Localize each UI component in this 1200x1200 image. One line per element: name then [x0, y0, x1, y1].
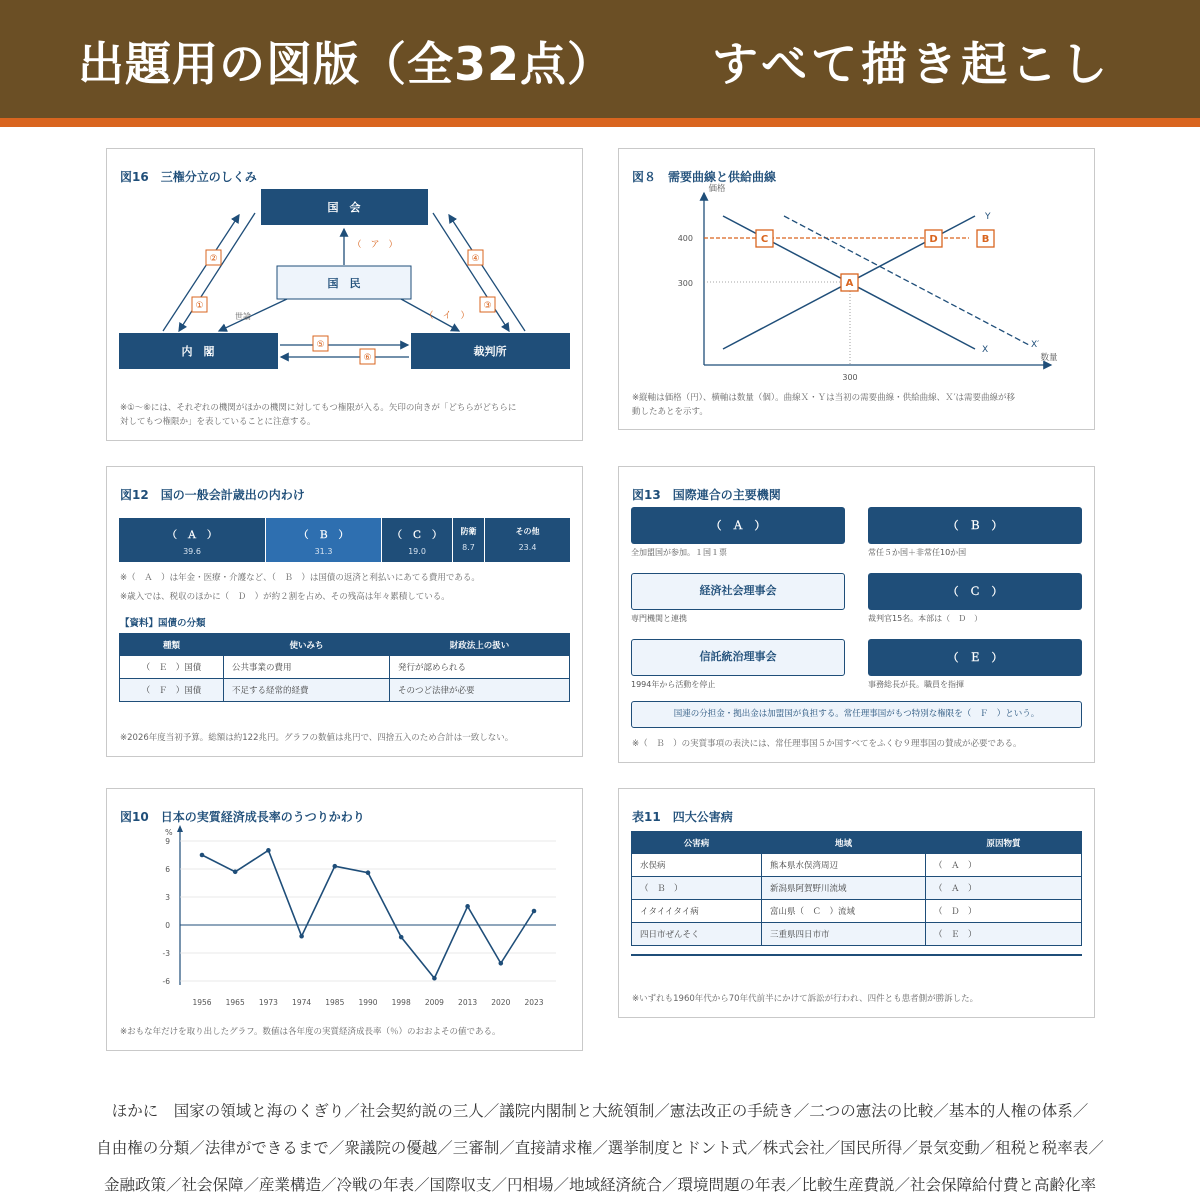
table11-note: ※いずれも1960年代から70年代前半にかけて訴訟が行われ、四件とも患者側が勝訴した。: [632, 994, 979, 1004]
data-point: [233, 870, 238, 875]
un-desc-e: 事務総長が長。職員を指揮: [868, 680, 964, 689]
marker-3: ③: [483, 301, 492, 311]
table-cell: 水俣病: [632, 854, 762, 877]
label-xp: X′: [1031, 340, 1040, 350]
y-tick-400: 400: [677, 234, 693, 243]
fig12-note-line2: ※歳入では、税収のほかに（ Ｄ ）が約２割を占め、その残高は年々累積している。: [120, 592, 450, 602]
resource-title: 【資料】国債の分類: [120, 618, 206, 629]
table-row: [632, 877, 1082, 900]
x-tick-label: 1974: [292, 998, 312, 1007]
table-cell: （ Ｅ ）: [926, 923, 1082, 946]
table-cell: 新潟県阿賀野川流域: [762, 877, 926, 900]
table11-title: 表11 四大公害病: [632, 810, 733, 824]
header-stripe: [0, 118, 1200, 127]
bar-segment-b: [265, 518, 381, 562]
data-point: [366, 870, 371, 875]
fig16-note-line1: ※①～⑥には、それぞれの機関がほかの機関に対してもつ権限が入る。矢印の向きが「どちらがどちらに: [120, 403, 517, 413]
data-point: [399, 935, 404, 940]
un-box-ecosoc: 経済社会理事会: [631, 573, 845, 610]
table-cell: 公共事業の費用: [224, 656, 390, 679]
seron-label: 世論: [235, 312, 251, 321]
marker-5: ⑤: [316, 340, 325, 350]
col-header: 種類: [120, 634, 224, 656]
data-point: [266, 848, 271, 853]
fig16-panel: [106, 148, 583, 441]
fig8-title: 図８ 需要曲線と供給曲線: [632, 170, 777, 184]
fig10-note: ※おもな年だけを取り出したグラフ。数値は各年度の実質経済成長率（％）のおおよその値である。: [120, 1027, 501, 1037]
data-point: [333, 864, 338, 869]
page-subtitle: すべて描き起こし: [712, 37, 1112, 91]
fig8-note: [632, 391, 1087, 419]
x-tick-label: 2009: [424, 998, 444, 1007]
pollution-table: [631, 831, 1082, 946]
fig12-panel: [106, 466, 583, 757]
table-cell: イタイイタイ病: [632, 900, 762, 923]
segment-label: （ Ｂ ）: [298, 530, 349, 541]
table-cell: 熊本県水俣湾周辺: [762, 854, 926, 877]
footer-line-3: 金融政策／社会保障／産業構造／冷戦の年表／国際収支／円相場／地域経済統合／環境問題の年表／比較生産費説／社会保障給付費と高齢化率: [103, 1176, 1096, 1194]
segment-value: 23.4: [518, 543, 537, 552]
data-point: [499, 961, 504, 966]
x-tick-label: 1956: [192, 998, 212, 1007]
point-a: A: [845, 278, 854, 289]
bond-table: [119, 633, 570, 702]
table11-panel: [618, 788, 1095, 1018]
x-tick-label: 1965: [225, 998, 245, 1007]
data-point: [465, 904, 470, 909]
segment-label: （ Ａ ）: [167, 530, 217, 541]
table-row: [632, 923, 1082, 946]
label-x: X: [982, 345, 989, 355]
table-row: [120, 679, 570, 702]
y-axis-arrowhead: [177, 825, 183, 832]
fig12-note-line1: ※（ Ａ ）は年金・医療・介護など、（ Ｂ ）は国債の返済と利払いにあてる費用である。: [120, 573, 480, 583]
label-y: Y: [985, 212, 991, 222]
footer-line-1: ほかに 国家の領域と海のくぎり／社会契約説の三人／議院内閣制と大統領制／憲法改正の手続き／二つの憲法の比較／基本的人権の体系／: [111, 1102, 1089, 1120]
segment-label: 防衛: [460, 527, 477, 536]
un-box-trusteeship: 信託統治理事会: [631, 639, 845, 676]
bar-segment-c: [381, 518, 452, 562]
un-desc-ecosoc: 専門機関と連携: [631, 614, 687, 623]
fig10-title: 図10 日本の実質経済成長率のうつりかわり: [120, 810, 365, 824]
table-row: [120, 656, 570, 679]
fig13-panel: [618, 466, 1095, 763]
x-tick-label: 2020: [491, 998, 511, 1007]
table-row: [632, 900, 1082, 923]
un-box-e: （ Ｅ ）: [868, 639, 1082, 676]
marker-2: ②: [209, 254, 218, 264]
fig8-note-line2: 動したあとを示す。: [632, 407, 708, 417]
col-header: 地域: [762, 832, 926, 854]
x-tick-label: 2013: [458, 998, 478, 1007]
supply-demand-chart: [619, 149, 1096, 431]
footer-line-2: 自由権の分類／法律ができるまで／衆議院の優越／三審制／直接請求権／選挙制度とドント式／株式会社／国民所得／景気変動／租税と税率表／: [96, 1139, 1104, 1157]
point-d: D: [929, 234, 938, 245]
fig12-note-line3: ※2026年度当初予算。総額は約122兆円。グラフの数値は兆円で、四捨五入のため合計は一致しない。: [120, 733, 514, 743]
bar-segment-other: [484, 518, 570, 562]
table-cell: （ Ａ ）: [926, 854, 1082, 877]
y-tick-label: -3: [162, 949, 170, 958]
marker-6: ⑥: [363, 353, 372, 363]
fig16-note: [120, 401, 575, 429]
kokumin-label: 国 民: [327, 277, 361, 290]
x-tick-label: 1998: [391, 998, 411, 1007]
y-tick-label: 0: [165, 921, 170, 930]
x-tick-label: 1985: [325, 998, 345, 1007]
marker-1: ①: [195, 301, 204, 311]
col-header: 財政法上の扱い: [390, 634, 570, 656]
fig16-note-line2: 対してもつ権限か」を表していることに注意する。: [120, 417, 316, 427]
un-box-c: （ Ｃ ）: [868, 573, 1082, 610]
growth-rate-chart: [107, 819, 584, 1049]
y-tick-label: -6: [162, 977, 170, 986]
kokkai-label: 国 会: [327, 201, 361, 214]
table-row: [632, 854, 1082, 877]
table-cell: 三重県四日市市: [762, 923, 926, 946]
y-axis-label: 価格: [708, 184, 726, 194]
table-cell: （ Ｅ ）国債: [120, 656, 224, 679]
bar-segment-a: [119, 518, 265, 562]
point-b: B: [981, 234, 990, 245]
col-header: 公害病: [632, 832, 762, 854]
table-cell: （ Ａ ）: [926, 877, 1082, 900]
un-box-a: （ Ａ ）: [631, 507, 845, 544]
table-cell: （ Ｂ ）: [632, 877, 762, 900]
un-desc-a: 全加盟国が参加。１国１票: [631, 548, 727, 557]
table11-bottom-rule: [631, 954, 1082, 956]
un-box-b: （ Ｂ ）: [868, 507, 1082, 544]
y-tick-300: 300: [677, 279, 693, 288]
label-i: （ イ ）: [424, 311, 470, 321]
fig8-note-line1: ※縦軸は価格（円）、横軸は数量（個）。曲線Ｘ・Ｙは当初の需要曲線・供給曲線、Ｘ′は需要曲線が移: [632, 393, 1016, 403]
table-cell: 富山県（ Ｃ ）流域: [762, 900, 926, 923]
x-tick-label: 2023: [524, 998, 544, 1007]
series-line: [202, 850, 534, 978]
y-tick-label: 6: [165, 865, 170, 874]
saibansho-label: 裁判所: [473, 345, 507, 358]
arrow-naikaku-to-kokkai: [163, 215, 239, 331]
marker-4: ④: [471, 254, 480, 264]
table-cell: 不足する経常的経費: [224, 679, 390, 702]
data-point: [532, 909, 537, 914]
table-cell: （ Ｄ ）: [926, 900, 1082, 923]
table-cell: 発行が認められる: [390, 656, 570, 679]
label-a: （ ア ）: [352, 240, 398, 250]
x-axis-label: 数量: [1040, 353, 1058, 363]
data-point: [200, 853, 205, 858]
data-point: [299, 934, 304, 939]
segment-value: 31.3: [314, 547, 333, 556]
un-desc-trusteeship: 1994年から活動を停止: [631, 680, 716, 689]
un-banner: 国連の分担金・拠出金は加盟国が負担する。常任理事国がもつ特別な権限を（ Ｆ ）という。: [631, 701, 1082, 728]
x-tick-label: 1973: [258, 998, 278, 1007]
y-unit-label: %: [165, 828, 173, 837]
bar-segment-defense: [452, 518, 484, 562]
table-cell: そのつど法律が必要: [390, 679, 570, 702]
un-desc-c: 裁判官15名。本部は（ Ｄ ）: [868, 614, 983, 623]
arrow-kokumin-naikaku: [219, 299, 287, 331]
segment-value: 19.0: [408, 547, 426, 556]
col-header: 使いみち: [224, 634, 390, 656]
segment-label: （ Ｃ ）: [392, 530, 442, 541]
table-cell: 四日市ぜんそく: [632, 923, 762, 946]
data-point: [432, 976, 437, 981]
fig12-title: 図12 国の一般会計歳出の内わけ: [120, 488, 305, 502]
fig16-title: 図16 三権分立のしくみ: [120, 170, 257, 184]
x-tick-label: 1990: [358, 998, 378, 1007]
table-cell: （ Ｆ ）国債: [120, 679, 224, 702]
fig13-title: 図13 国際連合の主要機関: [632, 488, 781, 502]
expenditure-bar: [119, 518, 570, 562]
naikaku-label: 内 閣: [181, 345, 215, 358]
col-header: 原因物質: [926, 832, 1082, 854]
segment-value: 8.7: [462, 543, 475, 552]
un-desc-b: 常任５か国＋非常任10か国: [868, 548, 967, 557]
y-tick-label: 3: [165, 893, 170, 902]
segment-value: 39.6: [183, 547, 201, 556]
fig13-note: ※（ Ｂ ）の実質事項の表決には、常任理事国５か国すべてをふくむ９理事国の賛成が必要である。: [632, 739, 1022, 749]
fig8-panel: [618, 148, 1095, 430]
segment-label: その他: [515, 527, 540, 536]
point-c: C: [760, 234, 769, 245]
page-title: 出題用の図版（全32点）: [78, 37, 615, 91]
fig10-panel: [106, 788, 583, 1051]
separation-of-powers-diagram: [107, 149, 584, 442]
y-tick-label: 9: [165, 837, 170, 846]
x-tick-300: 300: [842, 373, 858, 382]
